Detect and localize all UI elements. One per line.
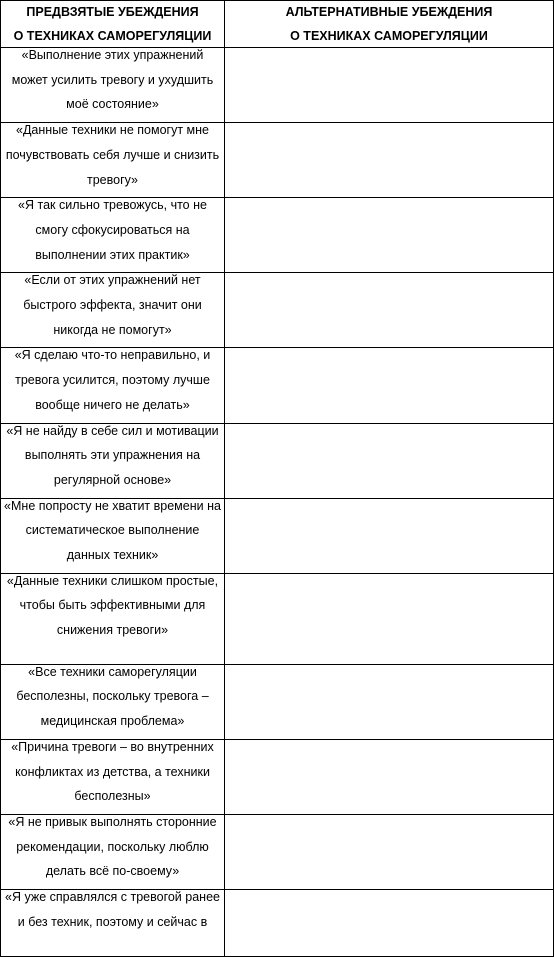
- belief-cell: [1, 273, 225, 348]
- table-row: [1, 573, 554, 664]
- header-preconceived-beliefs: [1, 1, 225, 48]
- alternative-cell[interactable]: [225, 739, 554, 814]
- table-row: [1, 348, 554, 423]
- belief-text: «Я сделаю что-то неправильно, и тревога усилится, поэтому лучше вообще ничего не делать»: [14, 348, 211, 412]
- alternative-cell[interactable]: [225, 123, 554, 198]
- belief-cell: [1, 48, 225, 123]
- belief-text: «Данные техники не помогут мне почувствовать себя лучше и снизить тревогу»: [5, 123, 220, 187]
- belief-cell: [1, 423, 225, 498]
- belief-text: «Мне попросту не хватит времени на систематическое выполнение данных техник»: [4, 498, 221, 563]
- belief-text: «Я не привык выполнять сторонние рекомендации, поскольку люблю делать всё по-своему»: [8, 814, 217, 879]
- alternative-cell[interactable]: [225, 423, 554, 498]
- belief-text: «Все техники саморегуляции бесполезны, поскольку тревога – медицинская проблема»: [16, 664, 209, 729]
- header-col2-line1: АЛЬТЕРНАТИВНЫЕ УБЕЖДЕНИЯ: [285, 5, 493, 19]
- table-row: [1, 890, 554, 957]
- belief-text: «Если от этих упражнений нет быстрого эффекта, значит они никогда не помогут»: [23, 273, 202, 337]
- table-row: [1, 198, 554, 273]
- belief-cell: [1, 664, 225, 739]
- alternative-cell[interactable]: [225, 48, 554, 123]
- alternative-cell[interactable]: [225, 348, 554, 423]
- table-row: [1, 664, 554, 739]
- header-col2-line2: О ТЕХНИКАХ САМОРЕГУЛЯЦИИ: [290, 29, 488, 43]
- table-row: [1, 814, 554, 889]
- table-row: [1, 423, 554, 498]
- belief-cell: [1, 814, 225, 889]
- table-row: [1, 123, 554, 198]
- belief-text: «Причина тревоги – во внутренних конфликтах из детства, а техники бесполезны»: [11, 739, 214, 804]
- belief-cell: [1, 498, 225, 573]
- belief-text: «Я так сильно тревожусь, что не смогу сфокусироваться на выполнении этих практик»: [18, 198, 207, 262]
- alternative-cell[interactable]: [225, 890, 554, 957]
- alternative-cell[interactable]: [225, 198, 554, 273]
- belief-cell: [1, 198, 225, 273]
- table-row: [1, 48, 554, 123]
- belief-cell: [1, 348, 225, 423]
- table-row: [1, 498, 554, 573]
- header-alternative-beliefs: [225, 1, 554, 48]
- belief-text: «Выполнение этих упражнений может усилить тревогу и ухудшить моё состояние»: [11, 48, 214, 112]
- belief-cell: [1, 890, 225, 957]
- header-col1-line1: ПРЕДВЗЯТЫЕ УБЕЖДЕНИЯ: [26, 5, 199, 19]
- belief-text: «Данные техники слишком простые, чтобы быть эффективными для снижения тревоги»: [6, 573, 219, 638]
- table-row: [1, 273, 554, 348]
- alternative-cell[interactable]: [225, 814, 554, 889]
- belief-text: «Я не найду в себе сил и мотивации выполнять эти упражнения на регулярной основе»: [6, 423, 219, 487]
- alternative-cell[interactable]: [225, 273, 554, 348]
- alternative-cell[interactable]: [225, 498, 554, 573]
- belief-cell: [1, 573, 225, 664]
- table-row: [1, 739, 554, 814]
- alternative-cell[interactable]: [225, 573, 554, 664]
- belief-text: «Я уже справлялся с тревогой ранее и без техник, поэтому и сейчас в: [5, 890, 220, 929]
- belief-cell: [1, 739, 225, 814]
- table-header-row: [1, 1, 554, 48]
- alternative-cell[interactable]: [225, 664, 554, 739]
- belief-cell: [1, 123, 225, 198]
- header-col1-line2: О ТЕХНИКАХ САМОРЕГУЛЯЦИИ: [13, 29, 212, 43]
